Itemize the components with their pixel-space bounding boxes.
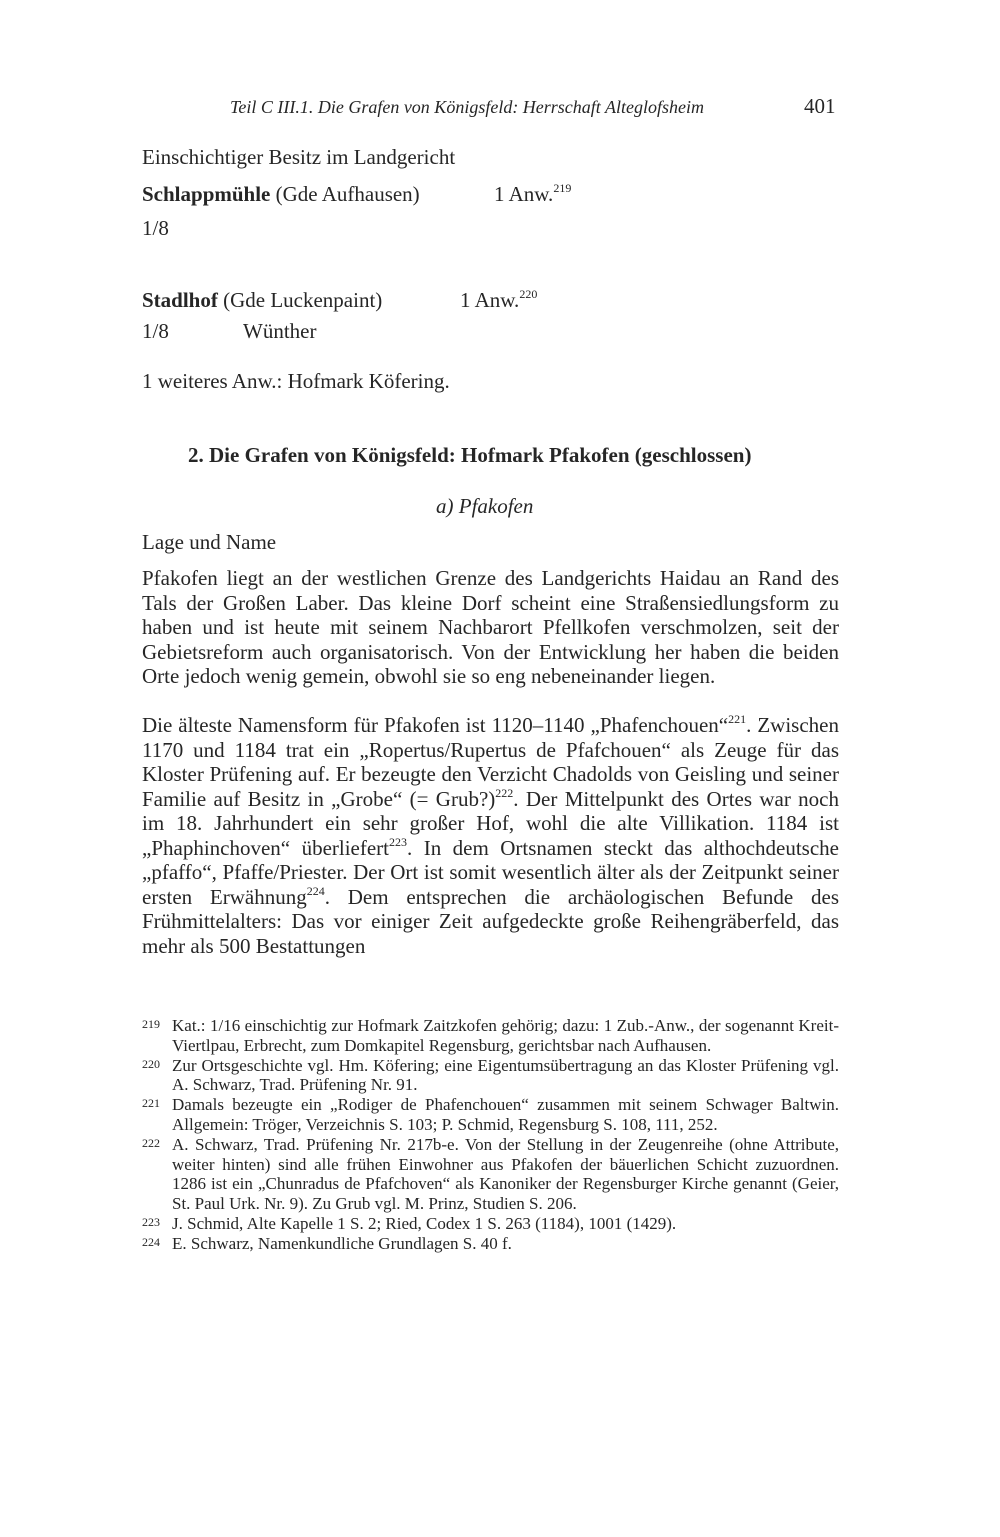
share: 1/8 — [142, 216, 169, 240]
footnote — [142, 1095, 839, 1135]
text-run: . Zwischen 1170 und 1184 trat ein „Ropertus/Rupertus de Pfafchouen“ als Zeuge für das Kloster Prüfening auf. Er bezeugte den Verzicht Chadolds von Geisling und seiner Familie auf Besitz in „Grobe“ (= Grub?) — [142, 713, 839, 811]
text-run: . Dem entsprechen die archäologischen Befunde des Frühmittelalters: Das vor einiger Zeit aufgedeckte große Reihengräberfeld, das mehr als 500 Bestattungen — [142, 884, 839, 958]
footnote-text: A. Schwarz, Trad. Prüfening Nr. 217b-e. Von der Stellung in der Zeugenreihe (ohne Attribute, weiter hinten) sind alle frühen Einwohner aus Pfakofen der bäuerlichen Schicht zuzuordnen. 1286 ist ein „Chunradus de Pfafchoven“ als Kanoniker der Regensburger Kirche genannt (Geier, St. Paul Urk. Nr. 9). Zu Grub vgl. M. Prinz, Studien S. 206. — [172, 1134, 839, 1214]
lage-title: Lage und Name — [142, 530, 277, 554]
footnote-text: Kat.: 1/16 einschichtig zur Hofmark Zaitzkofen gehörig; dazu: 1 Zub.-Anw., der sogenannt Kreit-Viertlpau, Erbrecht, zum Domkapitel Regensburg, gerichtsbar nach Aufhausen. — [172, 1016, 839, 1055]
footnote — [142, 1234, 839, 1254]
footnote-number: 220 — [142, 1056, 160, 1071]
footnote-ref: 223 — [389, 834, 408, 849]
footnote — [142, 1016, 839, 1056]
footnote-ref: 222 — [495, 785, 514, 800]
footnote-number: 223 — [142, 1214, 160, 1229]
place-name: Schlappmühle — [142, 182, 271, 206]
footnote-text: Damals bezeugte ein „Rodiger de Phafenchouen“ zusammen mit seinem Schwager Baltwin. Allgemein: Tröger, Verzeichnis S. 103; P. Schmid, Regensburg S. 108, 111, 252. — [172, 1095, 839, 1134]
besitz-title: Einschichtiger Besitz im Landgericht — [142, 145, 456, 169]
footnote-number: 219 — [142, 1017, 160, 1031]
footnote-ref: 224 — [306, 883, 325, 898]
owner: Wünther — [243, 319, 317, 343]
anwesen-count — [494, 182, 571, 206]
entry-schlappmuehle — [142, 182, 420, 206]
text-run: Die älteste Namensform für Pfakofen ist 1120–1140 „Phafenchouen“ — [142, 713, 729, 737]
footnote-ref: 219 — [553, 181, 572, 195]
place-name: Stadlhof — [142, 288, 218, 312]
text-run: . Der Mittelpunkt des Ortes war noch im 18. Jahrhundert ein sehr großer Hof, wohl die alte Villikation. 1184 ist „Phaphinchoven“ überliefert — [142, 786, 839, 860]
page-number: 401 — [804, 94, 836, 118]
share: 1/8 — [142, 319, 169, 343]
gemeinde: (Gde Aufhausen) — [270, 182, 420, 206]
paragraph-1: Pfakofen liegt an der westlichen Grenze des Landgerichts Haidau an Rand des Tals der Großen Laber. Das kleine Dorf scheint eine Straßensiedlungsform zu haben und ist heute mit seinem Nachbarort Pfellkofen verschmolzen, seit der Gebietsreform auch organisatorisch. Von der Entwicklung her haben die beiden Orte jedoch wenig gemein, obwohl sie so eng nebeneinander liegen. — [142, 566, 839, 688]
footnote-text: E. Schwarz, Namenkundliche Grundlagen S. 40 f. — [172, 1233, 512, 1253]
footnote-text: J. Schmid, Alte Kapelle 1 S. 2; Ried, Codex 1 S. 263 (1184), 1001 (1429). — [172, 1213, 677, 1233]
footnote-ref: 220 — [519, 287, 538, 301]
footnote-number: 222 — [142, 1135, 160, 1150]
footnote — [142, 1056, 839, 1096]
footnote — [142, 1135, 839, 1214]
footnote-ref: 221 — [728, 712, 747, 726]
footnote-number: 221 — [142, 1096, 160, 1111]
text-run: . In dem Ortsnamen steckt das althochdeutsche „pfaffo“, Pfaffe/Priester. Der Ort ist somit wesentlich älter als der Zeitpunkt seiner ersten Erwähnung — [142, 835, 839, 909]
entry-stadlhof — [142, 288, 382, 312]
footnotes — [142, 1016, 839, 1254]
footnote — [142, 1214, 839, 1234]
weiteres-anwesen: 1 weiteres Anw.: Hofmark Köfering. — [142, 369, 450, 393]
anwesen-label: 1 Anw. — [494, 182, 554, 206]
footnote-number: 224 — [142, 1234, 160, 1249]
anwesen-count — [460, 288, 537, 312]
running-head: Teil C III.1. Die Grafen von Königsfeld: Herrschaft Alteglofsheim — [230, 97, 704, 117]
paragraph-2 — [142, 713, 839, 958]
anwesen-label: 1 Anw. — [460, 288, 520, 312]
subsection-heading: a) Pfakofen — [436, 494, 534, 518]
gemeinde: (Gde Luckenpaint) — [217, 288, 383, 312]
section-heading: 2. Die Grafen von Königsfeld: Hofmark Pfakofen (geschlossen) — [188, 443, 752, 467]
footnote-text: Zur Ortsgeschichte vgl. Hm. Köfering; eine Eigentumsübertragung an das Kloster Prüfening vgl. A. Schwarz, Trad. Prüfening Nr. 91. — [172, 1055, 839, 1095]
